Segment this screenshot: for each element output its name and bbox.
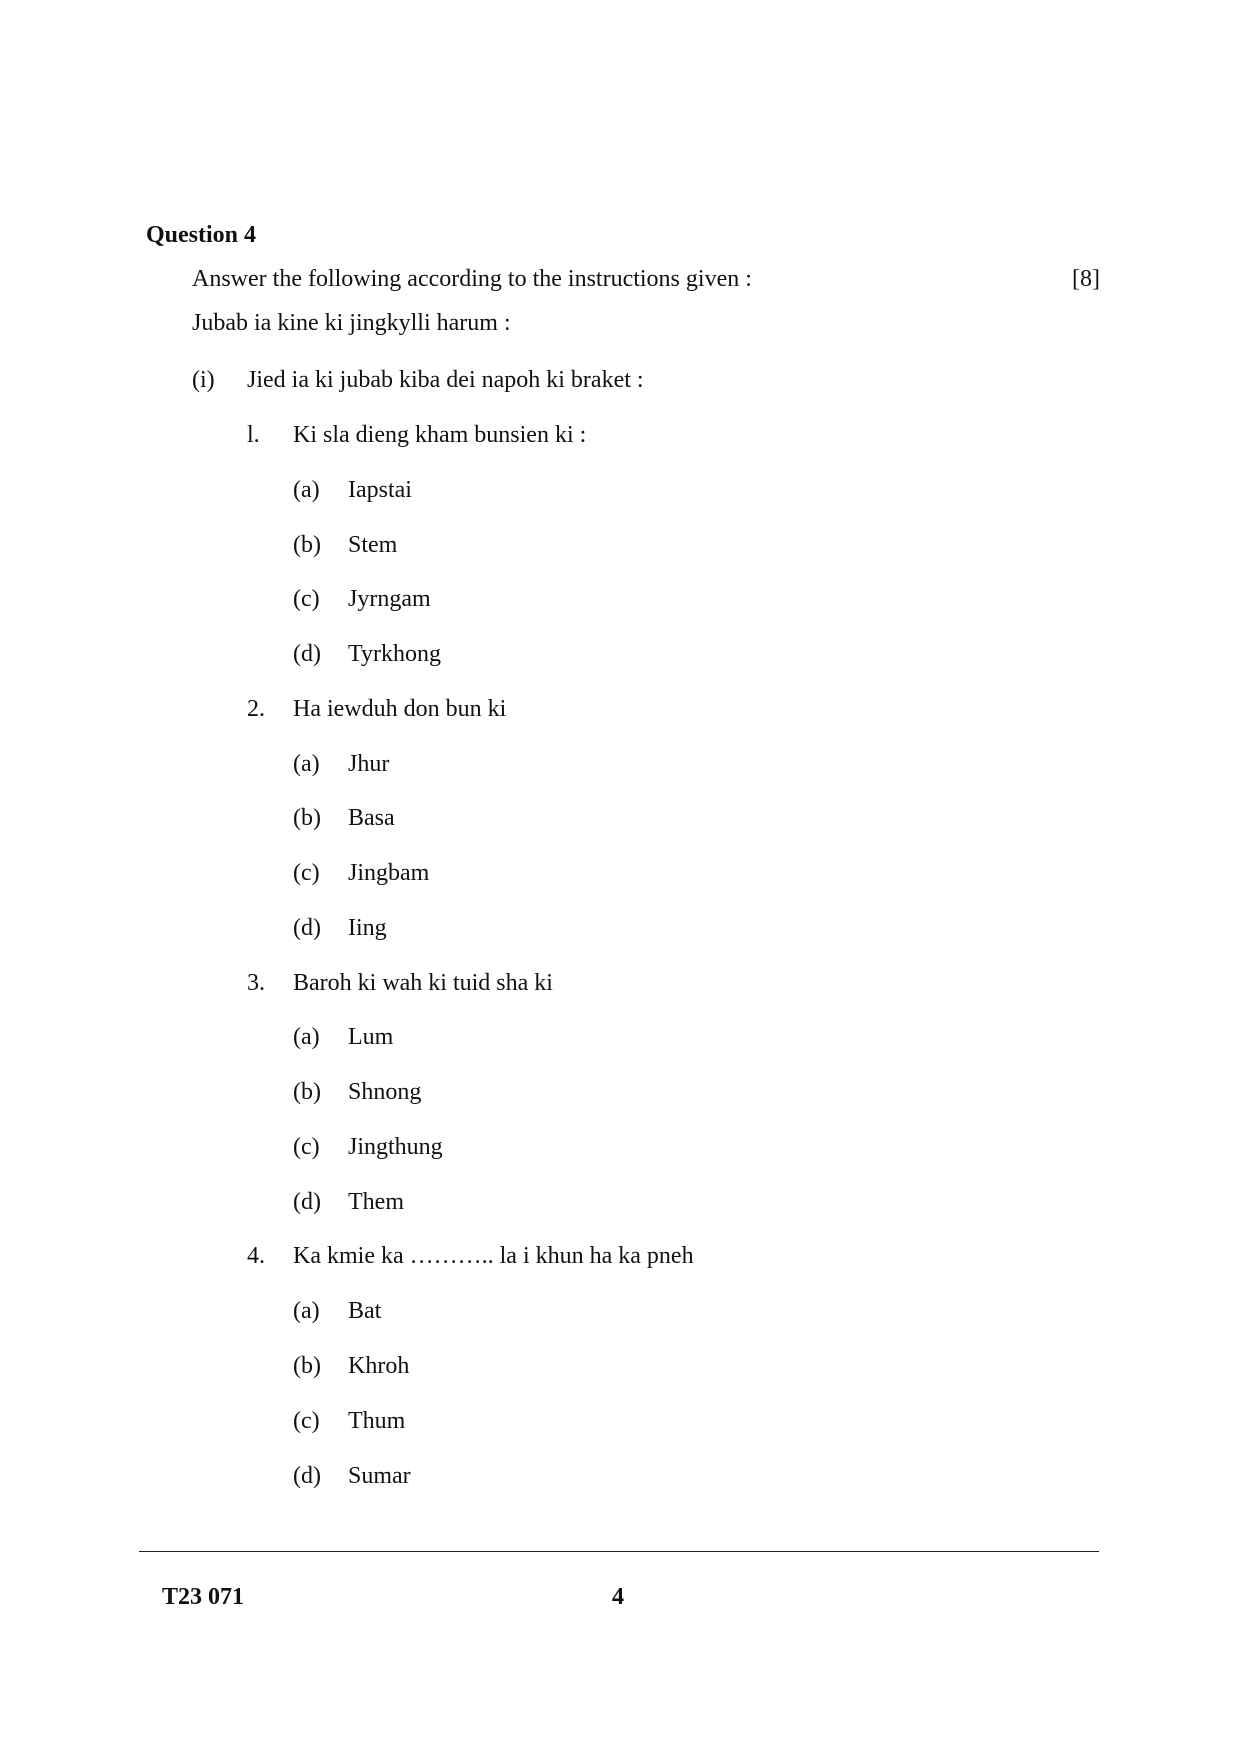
option-text: Iing: [348, 915, 387, 941]
option-label: (d): [293, 641, 321, 667]
option-text: Basa: [348, 805, 395, 831]
option-label: (c): [293, 586, 320, 612]
part-label: (i): [192, 367, 215, 393]
option-text: Them: [348, 1189, 404, 1215]
option-label: (d): [293, 1463, 321, 1489]
item-number: l.: [247, 422, 260, 448]
option-text: Stem: [348, 532, 398, 558]
item-number: 2.: [247, 696, 265, 722]
option-label: (d): [293, 1189, 321, 1215]
option-label: (c): [293, 1408, 320, 1434]
option-label: (a): [293, 751, 320, 777]
option-text: Shnong: [348, 1079, 422, 1105]
part-instruction: Jied ia ki jubab kiba dei napoh ki braket :: [247, 367, 644, 393]
item-question: Ka kmie ka ……….. la i khun ha ka pneh: [293, 1243, 694, 1269]
question-title: Question 4: [146, 222, 257, 248]
option-text: Jingbam: [348, 860, 430, 886]
option-text: Jingthung: [348, 1134, 443, 1160]
option-label: (a): [293, 1024, 320, 1050]
instruction-english: Answer the following according to the instructions given :: [192, 266, 752, 292]
option-label: (a): [293, 1298, 320, 1324]
option-label: (c): [293, 860, 320, 886]
option-text: Thum: [348, 1408, 406, 1434]
paper-code: T23 071: [162, 1584, 245, 1610]
item-number: 3.: [247, 970, 265, 996]
option-label: (c): [293, 1134, 320, 1160]
option-text: Tyrkhong: [348, 641, 441, 667]
marks-label: [8]: [1072, 266, 1100, 292]
option-text: Jyrngam: [348, 586, 431, 612]
option-label: (a): [293, 477, 320, 503]
item-question: Ha iewduh don bun ki: [293, 696, 507, 722]
option-text: Khroh: [348, 1353, 410, 1379]
option-text: Bat: [348, 1298, 382, 1324]
page-number: 4: [612, 1584, 624, 1610]
instruction-khasi: Jubab ia kine ki jingkylli harum :: [192, 310, 511, 336]
option-text: Jhur: [348, 751, 390, 777]
option-label: (b): [293, 532, 321, 558]
item-number: 4.: [247, 1243, 265, 1269]
option-label: (b): [293, 805, 321, 831]
item-question: Ki sla dieng kham bunsien ki :: [293, 422, 587, 448]
option-label: (b): [293, 1353, 321, 1379]
item-question: Baroh ki wah ki tuid sha ki: [293, 970, 553, 996]
option-text: Iapstai: [348, 477, 412, 503]
option-text: Lum: [348, 1024, 394, 1050]
option-label: (d): [293, 915, 321, 941]
footer-divider: [139, 1551, 1099, 1552]
option-label: (b): [293, 1079, 321, 1105]
option-text: Sumar: [348, 1463, 411, 1489]
